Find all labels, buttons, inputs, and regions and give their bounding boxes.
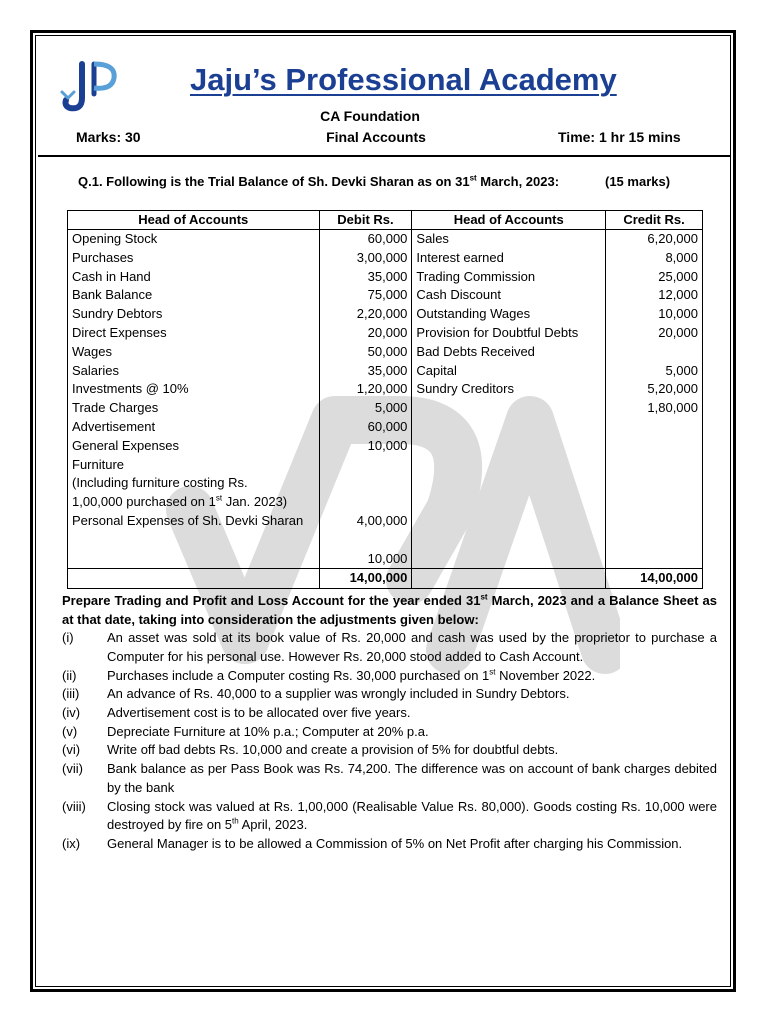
credit-account-name [412, 418, 606, 437]
table-row [68, 305, 703, 324]
adjustment-number: (ii) [62, 667, 77, 683]
exam-time: Time: 1 hr 15 mins [558, 129, 681, 145]
adjustment-text: Closing stock was valued at Rs. 1,00,000 (Realisable Value Rs. 80,000). Goods costing Rs. 10,000 were destroyed by fire on 5th April, 2023. [107, 798, 717, 832]
credit-amount: 12,000 [606, 286, 703, 305]
credit-amount: 20,000 [606, 324, 703, 343]
adjustment-item [62, 835, 717, 854]
credit-account-name: Bad Debts Received [412, 343, 606, 362]
credit-account-name [412, 437, 606, 456]
debit-amount [319, 474, 412, 493]
debit-account-name: (Including furniture costing Rs. [68, 474, 320, 493]
table-row [68, 493, 703, 512]
col-header-credit: Credit Rs. [606, 211, 703, 230]
debit-amount: 10,000 [319, 437, 412, 456]
adjustment-number: (ix) [62, 836, 81, 851]
credit-account-name: Capital [412, 362, 606, 381]
adjustment-text: Write off bad debts Rs. 10,000 and create a provision of 5% for doubtful debts. [107, 742, 559, 758]
table-row [68, 324, 703, 343]
credit-account-name: Cash Discount [412, 286, 606, 305]
adjustment-item [62, 741, 717, 760]
adjustment-item [62, 723, 717, 742]
credit-account-name [412, 493, 606, 512]
col-header-credit-head: Head of Accounts [412, 211, 606, 230]
debit-amount: 35,000 [319, 362, 412, 381]
credit-amount: 8,000 [606, 249, 703, 268]
debit-account-name: Trade Charges [68, 399, 320, 418]
credit-account-name [412, 512, 606, 531]
debit-account-name: Advertisement [68, 418, 320, 437]
debit-amount [319, 531, 412, 550]
total-marks: Marks: 30 [76, 129, 141, 145]
credit-amount [606, 550, 703, 569]
debit-amount: 50,000 [319, 343, 412, 362]
table-row [68, 512, 703, 531]
debit-account-name: Salaries [68, 362, 320, 381]
adjustment-number: (iv) [62, 704, 81, 720]
credit-amount: 5,000 [606, 362, 703, 381]
credit-account-name: Trading Commission [412, 268, 606, 287]
table-row [68, 437, 703, 456]
table-row [68, 249, 703, 268]
debit-amount: 10,000 [319, 550, 412, 569]
credit-amount: 1,80,000 [606, 399, 703, 418]
debit-account-name: Personal Expenses of Sh. Devki Sharan [68, 512, 320, 531]
adjustment-item [62, 629, 717, 666]
header-divider [38, 155, 731, 157]
debit-amount: 3,00,000 [319, 249, 412, 268]
question-text: Q.1. Following is the Trial Balance of Sh. Devki Sharan as on 31 [78, 174, 470, 189]
adjustment-number: (vii) [62, 761, 83, 776]
debit-account-name: Wages [68, 343, 320, 362]
table-row [68, 380, 703, 399]
adjustment-number: (i) [62, 630, 74, 645]
col-header-debit-head: Head of Accounts [68, 211, 320, 230]
table-row [68, 474, 703, 493]
adjustment-item [62, 760, 717, 797]
totals-row [68, 569, 703, 589]
credit-amount [606, 493, 703, 512]
trial-balance-table [67, 210, 703, 589]
credit-amount: 10,000 [606, 305, 703, 324]
debit-account-name: Purchases [68, 249, 320, 268]
credit-amount: 6,20,000 [606, 230, 703, 249]
credit-amount: 5,20,000 [606, 380, 703, 399]
table-row [68, 268, 703, 287]
adjustment-text: General Manager is to be allowed a Commission of 5% on Net Profit after charging his Commission. [107, 836, 683, 851]
adjustment-text: An advance of Rs. 40,000 to a supplier was wrongly included in Sundry Debtors. [107, 686, 570, 702]
table-row [68, 343, 703, 362]
academy-logo [60, 58, 122, 114]
table-row [68, 456, 703, 475]
credit-account-name [412, 456, 606, 475]
question-marks: (15 marks) [605, 174, 671, 189]
debit-amount: 75,000 [319, 286, 412, 305]
credit-amount [606, 343, 703, 362]
credit-amount [606, 474, 703, 493]
credit-amount [606, 531, 703, 550]
debit-amount: 2,20,000 [319, 305, 412, 324]
debit-amount [319, 493, 412, 512]
instructions: Prepare Trading and Profit and Loss Account for the year ended 31st March, 2023 and a Balance Sheet as at that date, taking into consideration the adjustments given below: [62, 592, 717, 627]
total-credit: 14,00,000 [606, 569, 703, 589]
debit-account-name [68, 550, 320, 569]
adjustment-text: Purchases include a Computer costing Rs. 30,000 purchased on 1st November 2022. [107, 667, 596, 683]
table-row [68, 230, 703, 249]
adjustment-item [62, 704, 717, 723]
credit-account-name: Sundry Creditors [412, 380, 606, 399]
debit-account-name: Direct Expenses [68, 324, 320, 343]
debit-amount: 60,000 [319, 418, 412, 437]
debit-account-name: Cash in Hand [68, 268, 320, 287]
adjustment-item [62, 685, 717, 704]
credit-amount: 25,000 [606, 268, 703, 287]
debit-amount: 1,20,000 [319, 380, 412, 399]
credit-amount [606, 418, 703, 437]
table-row [68, 362, 703, 381]
debit-account-name: General Expenses [68, 437, 320, 456]
course-name: CA Foundation [320, 108, 420, 124]
credit-account-name: Provision for Doubtful Debts [412, 324, 606, 343]
credit-account-name [412, 474, 606, 493]
adjustment-text: Advertisement cost is to be allocated over five years. [107, 704, 411, 720]
adjustment-number: (vi) [62, 742, 81, 758]
debit-amount: 35,000 [319, 268, 412, 287]
debit-account-name: Bank Balance [68, 286, 320, 305]
debit-amount: 4,00,000 [319, 512, 412, 531]
adjustment-text: Bank balance as per Pass Book was Rs. 74,200. The difference was on account of bank charges debited by the bank [107, 761, 717, 795]
credit-account-name: Sales [412, 230, 606, 249]
debit-account-name: Sundry Debtors [68, 305, 320, 324]
debit-account-name: 1,00,000 purchased on 1st Jan. 2023) [68, 493, 320, 512]
credit-account-name: Interest earned [412, 249, 606, 268]
table-row [68, 550, 703, 569]
subject-name: Final Accounts [326, 129, 426, 145]
table-row [68, 399, 703, 418]
credit-account-name: Outstanding Wages [412, 305, 606, 324]
debit-account-name: Opening Stock [68, 230, 320, 249]
credit-account-name [412, 531, 606, 550]
debit-account-name [68, 531, 320, 550]
debit-amount: 20,000 [319, 324, 412, 343]
credit-amount [606, 512, 703, 531]
question-heading: Q.1. Following is the Trial Balance of Sh. Devki Sharan as on 31st March, 2023: (15 marks) [78, 173, 671, 189]
credit-amount [606, 437, 703, 456]
total-debit: 14,00,000 [319, 569, 412, 589]
debit-amount [319, 456, 412, 475]
debit-amount: 5,000 [319, 399, 412, 418]
col-header-debit: Debit Rs. [319, 211, 412, 230]
adjustment-number: (v) [62, 723, 78, 739]
debit-account-name: Furniture [68, 456, 320, 475]
adjustment-text: Depreciate Furniture at 10% p.a.; Computer at 20% p.a. [107, 723, 429, 739]
adjustment-number: (viii) [62, 798, 86, 814]
debit-amount: 60,000 [319, 230, 412, 249]
debit-account-name: Investments @ 10% [68, 380, 320, 399]
table-row [68, 286, 703, 305]
credit-account-name [412, 550, 606, 569]
adjustment-item [62, 667, 717, 686]
credit-amount [606, 456, 703, 475]
table-row [68, 418, 703, 437]
academy-title: Jaju’s Professional Academy [190, 62, 617, 97]
adjustment-text: An asset was sold at its book value of Rs. 20,000 and cash was used by the proprietor to purchase a Computer for his personal use. However Rs. 20,000 stood added to Cash Account. [107, 630, 717, 664]
adjustment-item [62, 798, 717, 835]
credit-account-name [412, 399, 606, 418]
table-row [68, 531, 703, 550]
adjustment-number: (iii) [62, 686, 80, 702]
